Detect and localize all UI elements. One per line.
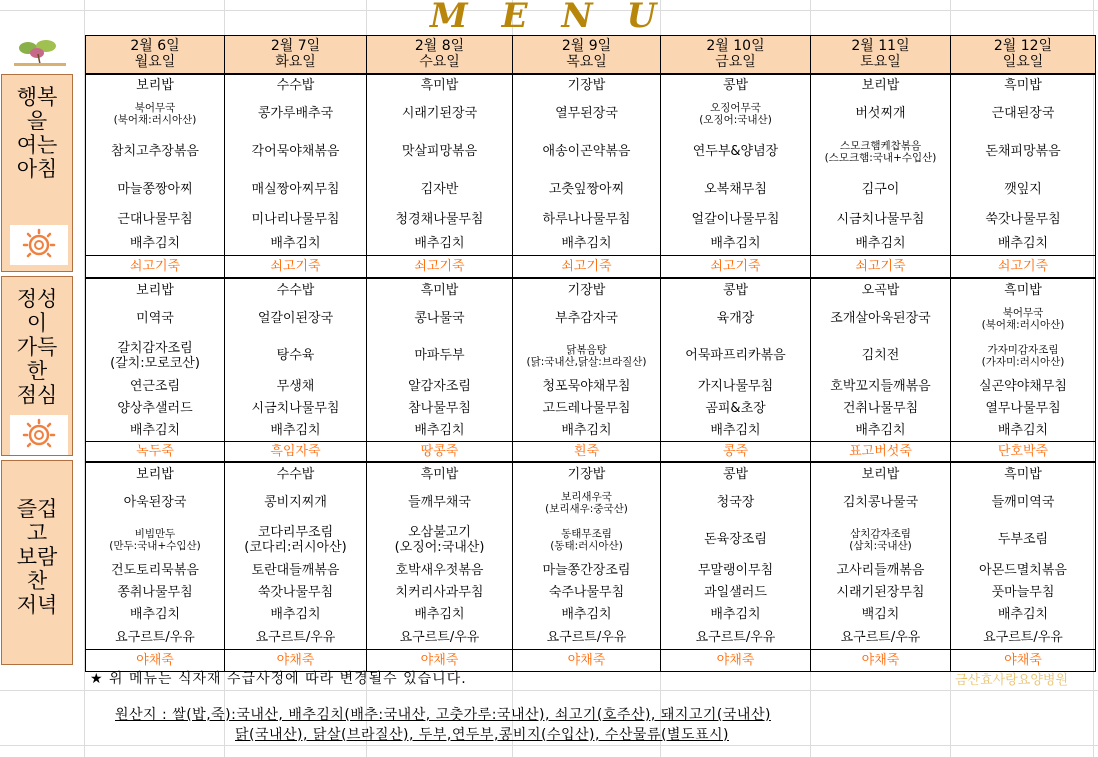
menu-item: 얼갈이나물무침 — [661, 208, 811, 232]
menu-item — [513, 336, 661, 376]
section-label-dinner — [1, 460, 73, 665]
menu-item: 흑미밥 — [367, 278, 513, 302]
menu-item: 요구르트/우유 — [513, 626, 661, 650]
menu-item: 쑥갓나물무침 — [225, 582, 367, 604]
porridge-item: 표고버섯죽 — [811, 442, 951, 462]
menu-item-name: 가자미감자조림 — [987, 343, 1059, 356]
porridge-item: 흰죽 — [513, 442, 661, 462]
menu-item: 기장밥 — [513, 278, 661, 302]
origin-note: (스모크햄:국내+수입산) — [824, 151, 937, 164]
menu-item: 배추김치 — [367, 420, 513, 442]
menu-item: 육개장 — [661, 302, 811, 336]
day-header — [367, 36, 513, 74]
menu-item: 배추김치 — [811, 232, 951, 256]
menu-item: 콩가루배추국 — [225, 96, 367, 132]
menu-item: 배추김치 — [513, 604, 661, 626]
menu-item: 청포묵야채무침 — [513, 376, 661, 398]
menu-item: 건도토리묵볶음 — [86, 560, 225, 582]
porridge-item: 녹두죽 — [86, 442, 225, 462]
menu-item: 토란대들깨볶음 — [225, 560, 367, 582]
menu-item: 콩밥 — [661, 462, 811, 486]
menu-item: 마늘쫑짱아찌 — [86, 172, 225, 208]
origin-note: (가자미:러시아산) — [981, 355, 1065, 368]
menu-item: 콩밥 — [661, 278, 811, 302]
menu-item: 배추김치 — [86, 604, 225, 626]
menu-item: 오복채무침 — [661, 172, 811, 208]
menu-item: 흑미밥 — [367, 74, 513, 96]
menu-item — [86, 520, 225, 560]
menu-item: 고드레나물무침 — [513, 398, 661, 420]
weekly-menu-table — [85, 35, 1096, 672]
porridge-item: 야채죽 — [951, 650, 1096, 672]
menu-item: 요구르트/우유 — [367, 626, 513, 650]
menu-item: 고사리들깨볶음 — [811, 560, 951, 582]
menu-item: 콩비지찌개 — [225, 486, 367, 520]
menu-item: 수수밥 — [225, 462, 367, 486]
menu-item: 숙주나물무침 — [513, 582, 661, 604]
porridge-item: 흑임자죽 — [225, 442, 367, 462]
menu-item: 실곤약야채무침 — [951, 376, 1096, 398]
menu-item: 배추김치 — [661, 420, 811, 442]
menu-item: 돈채피망볶음 — [951, 132, 1096, 172]
menu-item: 청경채나물무침 — [367, 208, 513, 232]
section-label-breakfast — [1, 74, 73, 272]
menu-item: 기장밥 — [513, 462, 661, 486]
menu-item: 보리밥 — [811, 462, 951, 486]
day-weekday: 목요일 — [566, 54, 607, 71]
menu-item: 배추김치 — [513, 420, 661, 442]
menu-item — [661, 96, 811, 132]
menu-item-name: 오삼불고기 — [408, 524, 471, 540]
menu-item: 근대된장국 — [951, 96, 1096, 132]
menu-item: 흑미밥 — [951, 278, 1096, 302]
menu-item: 시래기된장무침 — [811, 582, 951, 604]
menu-item: 쫑취나물무침 — [86, 582, 225, 604]
menu-item: 매실짱아찌무침 — [225, 172, 367, 208]
day-date: 2월 11일 — [851, 38, 910, 55]
menu-item: 열무나물무침 — [951, 398, 1096, 420]
day-date: 2월 7일 — [270, 38, 321, 55]
menu-item: 풋마늘무침 — [951, 582, 1096, 604]
porridge-item: 단호박죽 — [951, 442, 1096, 462]
menu-item: 두부조림 — [951, 520, 1096, 560]
porridge-item: 땅콩죽 — [367, 442, 513, 462]
menu-item: 백김치 — [811, 604, 951, 626]
menu-item — [811, 520, 951, 560]
menu-item: 콩나물국 — [367, 302, 513, 336]
menu-item: 보리밥 — [86, 278, 225, 302]
menu-item-name: 갈치감자조림 — [117, 340, 193, 356]
menu-item: 요구르트/우유 — [86, 626, 225, 650]
menu-item: 시래기된장국 — [367, 96, 513, 132]
menu-item: 들깨미역국 — [951, 486, 1096, 520]
menu-item: 탕수육 — [225, 336, 367, 376]
origin-note: (삼치:국내산) — [849, 539, 912, 552]
day-weekday: 수요일 — [419, 54, 460, 71]
day-weekday: 월요일 — [134, 54, 176, 71]
porridge-item: 쇠고기죽 — [811, 256, 951, 278]
day-header — [225, 36, 367, 74]
origin-note: (오징어:국내산) — [394, 539, 485, 555]
origin-note: (코다리:러시아산) — [244, 539, 347, 555]
menu-item: 김치전 — [811, 336, 951, 376]
menu-item: 치커리사과무침 — [367, 582, 513, 604]
menu-item: 호박새우젓볶음 — [367, 560, 513, 582]
menu-item: 청국장 — [661, 486, 811, 520]
menu-item: 보리밥 — [86, 74, 225, 96]
porridge-item: 쇠고기죽 — [513, 256, 661, 278]
menu-item: 배추김치 — [661, 232, 811, 256]
menu-item: 연두부&양념장 — [661, 132, 811, 172]
menu-item: 콩밥 — [661, 74, 811, 96]
menu-item: 배추김치 — [951, 232, 1096, 256]
menu-item: 쑥갓나물무침 — [951, 208, 1096, 232]
menu-item: 연근조림 — [86, 376, 225, 398]
menu-item: 흑미밥 — [367, 462, 513, 486]
day-date: 2월 8일 — [414, 38, 465, 55]
origin-note: (동태:러시아산) — [550, 539, 623, 552]
menu-item-name: 동태무조림 — [561, 527, 612, 540]
origin-info-line2: 닭(국내산), 닭살(브라질산), 두부,연두부,콩비지(수입산), 수산물류(별도표시) — [235, 727, 729, 743]
menu-item: 어묵파프리카볶음 — [661, 336, 811, 376]
menu-item — [811, 132, 951, 172]
menu-item: 버섯찌개 — [811, 96, 951, 132]
menu-item: 배추김치 — [225, 420, 367, 442]
sun-spiral-icon — [10, 415, 68, 455]
menu-item: 기장밥 — [513, 74, 661, 96]
menu-item: 배추김치 — [951, 420, 1096, 442]
menu-item: 들깨무채국 — [367, 486, 513, 520]
porridge-item: 쇠고기죽 — [661, 256, 811, 278]
menu-item: 흑미밥 — [951, 462, 1096, 486]
menu-item: 김구이 — [811, 172, 951, 208]
menu-item: 무말랭이무침 — [661, 560, 811, 582]
menu-item: 가지나물무침 — [661, 376, 811, 398]
menu-item-name: 비빔만두 — [134, 527, 176, 540]
menu-item: 수수밥 — [225, 278, 367, 302]
menu-item: 배추김치 — [811, 420, 951, 442]
day-weekday: 토요일 — [860, 54, 901, 71]
menu-item: 참치고추장볶음 — [86, 132, 225, 172]
menu-item: 배추김치 — [225, 232, 367, 256]
day-header — [811, 36, 951, 74]
gridline — [0, 745, 1098, 746]
day-header — [86, 36, 225, 74]
menu-item: 보리밥 — [86, 462, 225, 486]
menu-item-name: 스모크햄케찹볶음 — [839, 139, 922, 152]
menu-item: 요구르트/우유 — [951, 626, 1096, 650]
porridge-item: 쇠고기죽 — [86, 256, 225, 278]
origin-note: (닭:국내산,닭살:브라질산) — [526, 355, 647, 368]
day-date: 2월 6일 — [130, 38, 180, 55]
porridge-item: 야채죽 — [661, 650, 811, 672]
day-header — [661, 36, 811, 74]
menu-item: 과일샐러드 — [661, 582, 811, 604]
menu-item: 아몬드멸치볶음 — [951, 560, 1096, 582]
gridline — [0, 690, 1098, 691]
day-weekday: 화요일 — [275, 54, 316, 71]
day-weekday: 일요일 — [1002, 54, 1044, 71]
change-notice: ★ 위 메뉴는 식자재 수급사정에 따라 변경될수 있습니다. — [90, 671, 467, 687]
menu-item: 수수밥 — [225, 74, 367, 96]
menu-item: 애송이곤약볶음 — [513, 132, 661, 172]
menu-item: 배추김치 — [951, 604, 1096, 626]
menu-item: 열무된장국 — [513, 96, 661, 132]
day-date: 2월 9일 — [561, 38, 612, 55]
origin-info-line1: 원산지 : 쌀(밥,죽):국내산, 배추김치(배추:국내산, 고춧가루:국내산), 쇠고기(호주산), 돼지고기(국내산) — [115, 707, 771, 723]
menu-item: 양상추샐러드 — [86, 398, 225, 420]
menu-item: 고춧잎짱아찌 — [513, 172, 661, 208]
porridge-item: 야채죽 — [367, 650, 513, 672]
menu-item: 흑미밥 — [951, 74, 1096, 96]
dinner-label: 즐겁 고 보람 찬 저녁 — [16, 497, 58, 617]
menu-item-name: 북어무국 — [134, 101, 176, 114]
menu-item-name: 오징어무국 — [710, 101, 761, 114]
menu-item: 김자반 — [367, 172, 513, 208]
menu-item: 알감자조림 — [367, 376, 513, 398]
welcome-plant-logo — [6, 36, 74, 70]
menu-item: 요구르트/우유 — [661, 626, 811, 650]
section-label-lunch — [1, 276, 73, 456]
menu-item — [951, 302, 1096, 336]
lunch-label: 정성 이 가득 한 점심 — [16, 287, 58, 407]
menu-item: 요구르트/우유 — [225, 626, 367, 650]
menu-item: 마늘쫑간장조림 — [513, 560, 661, 582]
menu-item: 돈육장조림 — [661, 520, 811, 560]
menu-item: 미나리나물무침 — [225, 208, 367, 232]
day-header — [951, 36, 1096, 74]
menu-item — [951, 336, 1096, 376]
menu-item: 배추김치 — [661, 604, 811, 626]
menu-item: 마파두부 — [367, 336, 513, 376]
menu-item: 배추김치 — [225, 604, 367, 626]
menu-item: 배추김치 — [86, 232, 225, 256]
menu-item — [513, 520, 661, 560]
menu-item: 미역국 — [86, 302, 225, 336]
menu-item: 맛살피망볶음 — [367, 132, 513, 172]
menu-item: 시금치나물무침 — [225, 398, 367, 420]
sun-spiral-icon — [10, 225, 68, 265]
menu-item: 건취나물무침 — [811, 398, 951, 420]
menu-item: 아욱된장국 — [86, 486, 225, 520]
day-date: 2월 10일 — [706, 38, 765, 55]
menu-item: 보리밥 — [811, 74, 951, 96]
menu-item: 곰피&초장 — [661, 398, 811, 420]
porridge-item: 콩죽 — [661, 442, 811, 462]
origin-note: (갈치:모로코산) — [110, 355, 200, 371]
menu-item: 요구르트/우유 — [811, 626, 951, 650]
day-weekday: 금요일 — [715, 54, 756, 71]
menu-item: 배추김치 — [86, 420, 225, 442]
menu-item: 시금치나물무침 — [811, 208, 951, 232]
porridge-item: 야채죽 — [513, 650, 661, 672]
origin-note: (북어채:러시아산) — [113, 113, 197, 126]
hospital-name: 금산효사랑요양병원 — [955, 673, 1069, 688]
menu-item: 얼갈이된장국 — [225, 302, 367, 336]
menu-item-name: 닭볶음탕 — [566, 343, 607, 356]
menu-item: 깻잎지 — [951, 172, 1096, 208]
day-date: 2월 12일 — [993, 38, 1053, 55]
origin-note: (북어채:러시아산) — [981, 318, 1065, 331]
origin-note: (만두:국내+수입산) — [109, 539, 201, 552]
menu-item: 오곡밥 — [811, 278, 951, 302]
porridge-item: 야채죽 — [225, 650, 367, 672]
menu-item: 부추감자국 — [513, 302, 661, 336]
menu-item — [513, 486, 661, 520]
menu-item — [86, 96, 225, 132]
menu-item: 배추김치 — [367, 232, 513, 256]
porridge-item: 야채죽 — [86, 650, 225, 672]
menu-item: 김치콩나물국 — [811, 486, 951, 520]
porridge-item: 쇠고기죽 — [367, 256, 513, 278]
menu-item: 조개살아욱된장국 — [811, 302, 951, 336]
menu-item: 참나물무침 — [367, 398, 513, 420]
menu-item-name: 북어무국 — [1002, 306, 1044, 319]
menu-item-name: 보리새우국 — [561, 490, 612, 503]
menu-item: 배추김치 — [513, 232, 661, 256]
origin-note: (보리새우:중국산) — [545, 502, 628, 515]
day-header — [513, 36, 661, 74]
breakfast-label: 행복 을 여는 아침 — [16, 85, 58, 181]
menu-item: 무생채 — [225, 376, 367, 398]
menu-item: 근대나물무침 — [86, 208, 225, 232]
menu-item: 하루나나물무침 — [513, 208, 661, 232]
menu-item-name: 코다리무조림 — [257, 524, 334, 540]
menu-item: 각어묵야채볶음 — [225, 132, 367, 172]
menu-title: MENU — [430, 0, 691, 36]
menu-item: 배추김치 — [367, 604, 513, 626]
menu-item-name: 삼치감자조림 — [850, 527, 911, 540]
menu-item — [86, 336, 225, 376]
menu-item: 호박꼬지들깨볶음 — [811, 376, 951, 398]
origin-note: (오징어:국내산) — [699, 113, 772, 126]
menu-item — [367, 520, 513, 560]
porridge-item: 쇠고기죽 — [951, 256, 1096, 278]
porridge-item: 야채죽 — [811, 650, 951, 672]
porridge-item: 쇠고기죽 — [225, 256, 367, 278]
menu-item — [225, 520, 367, 560]
